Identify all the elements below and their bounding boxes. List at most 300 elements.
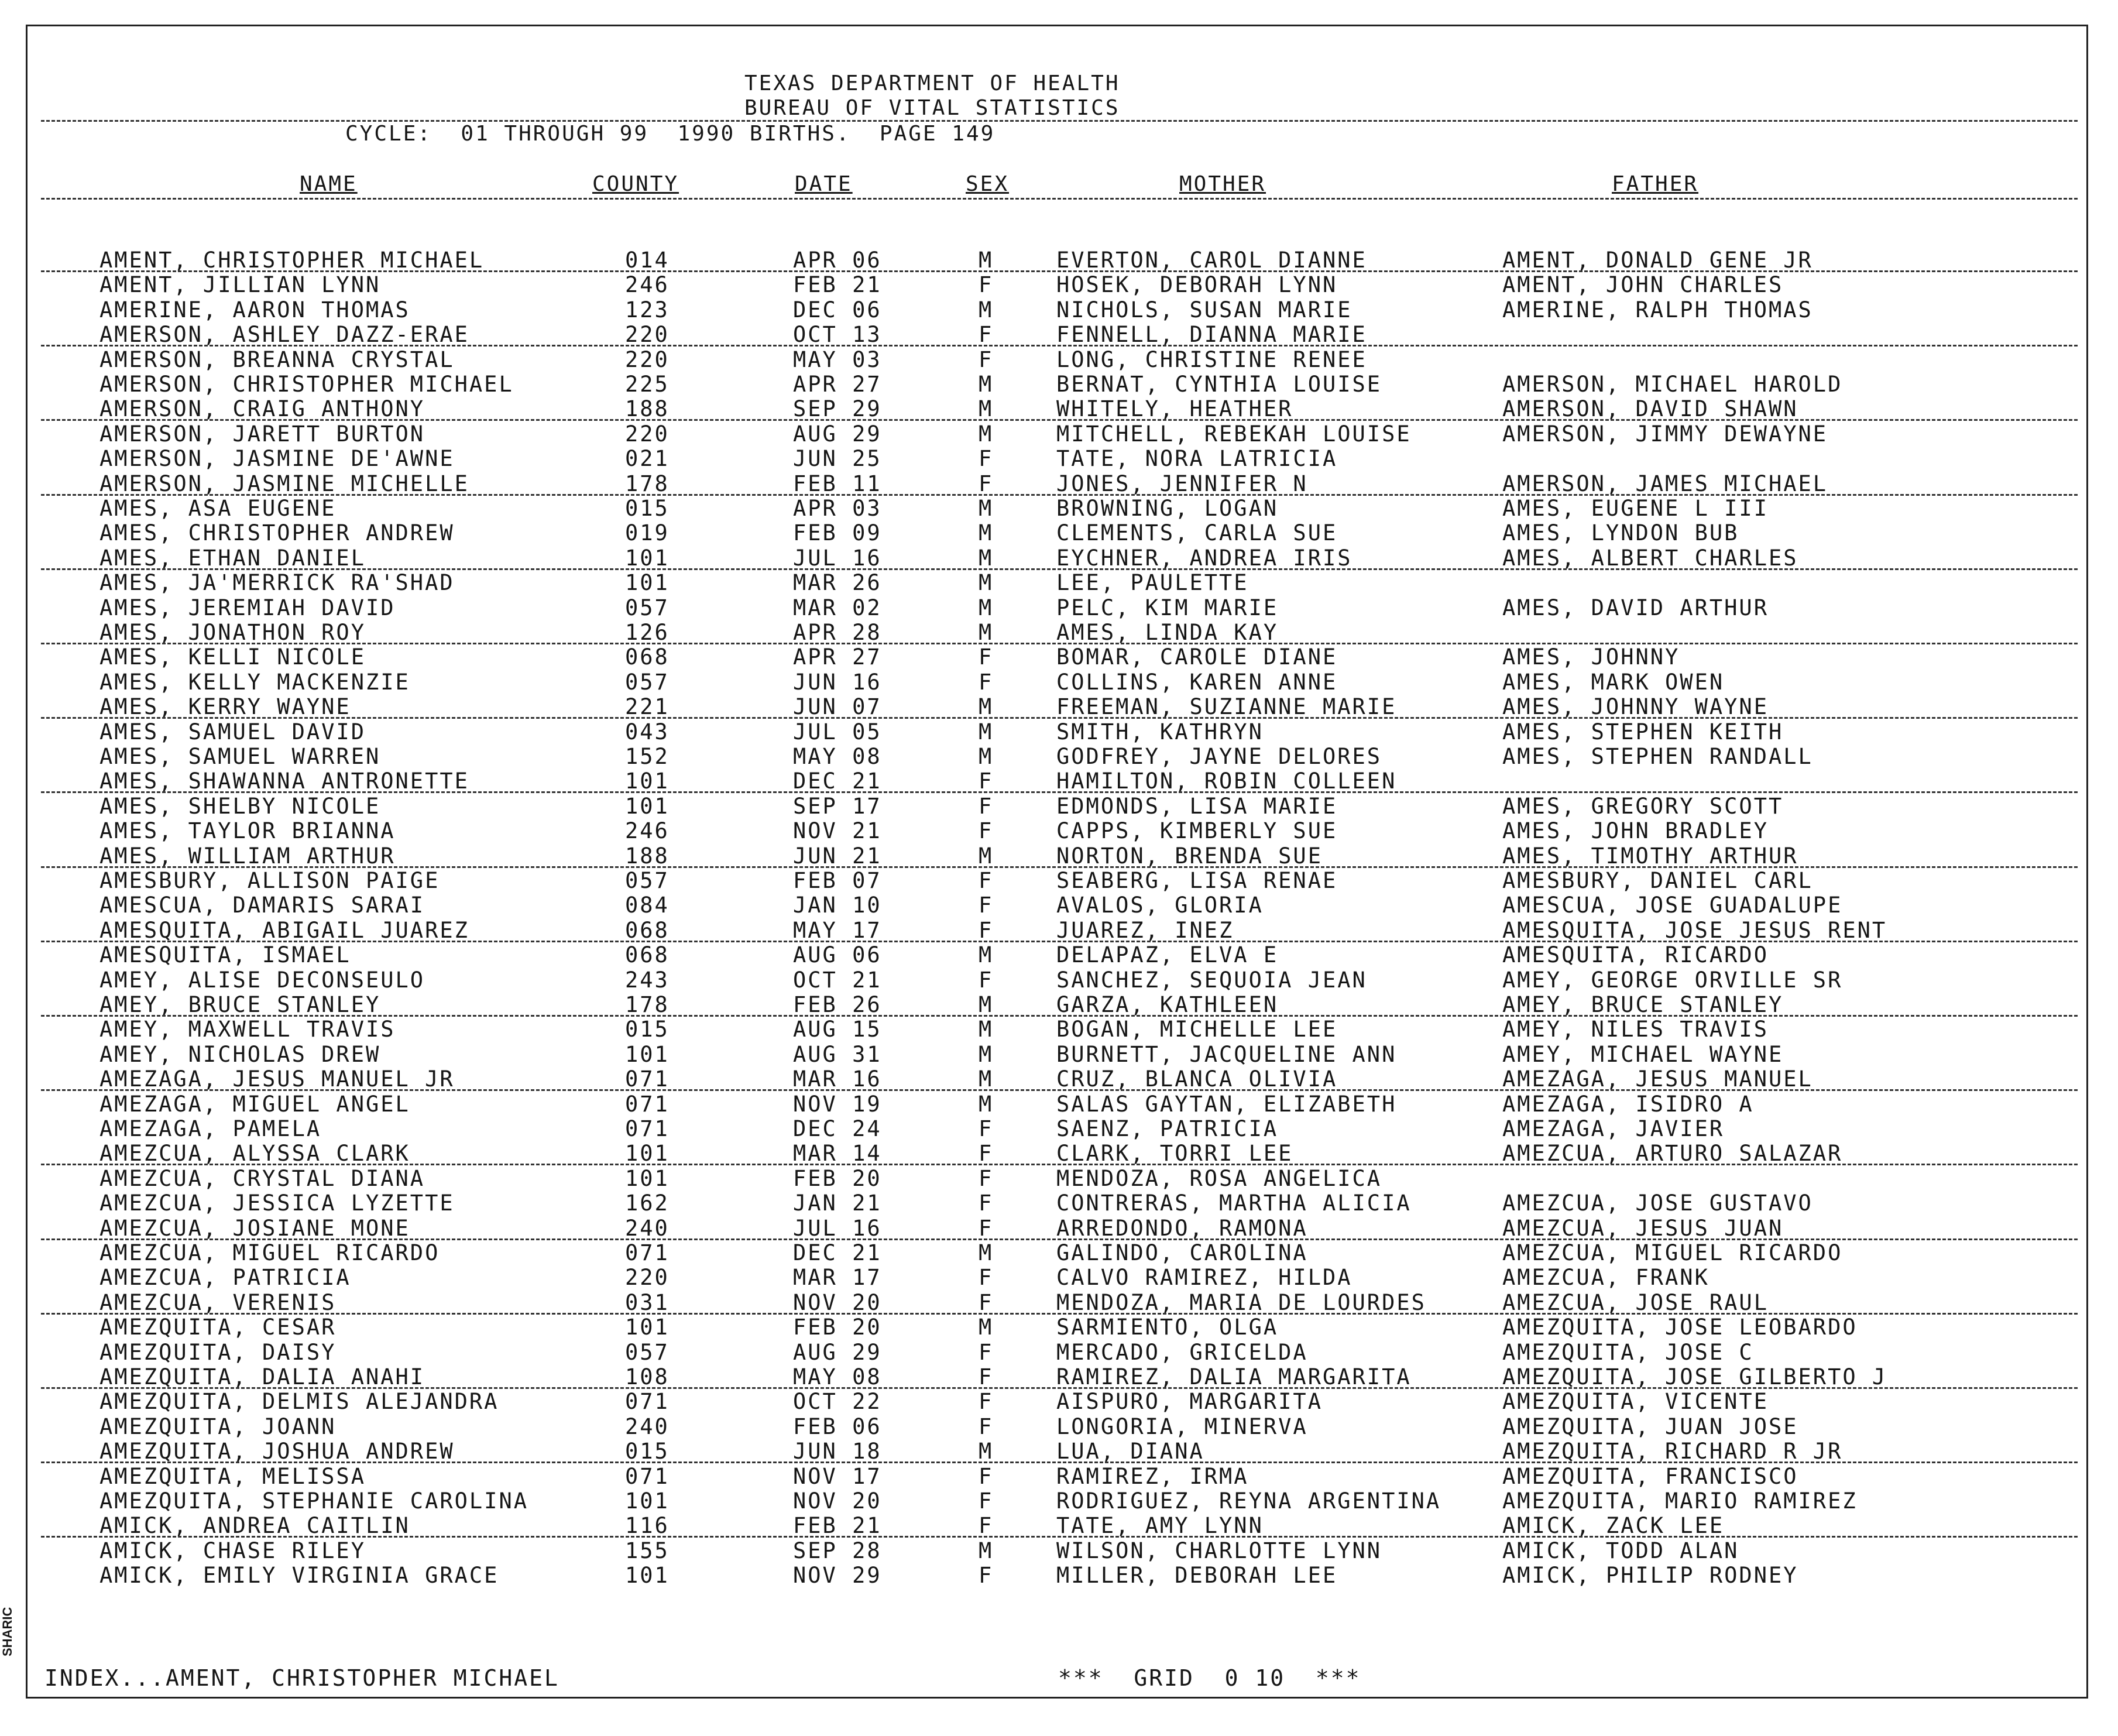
table-row bbox=[0, 1067, 2118, 1092]
cell-father: AMESQUITA, RICARDO bbox=[1502, 942, 1769, 968]
cell-date: SEP 28 bbox=[793, 1538, 882, 1563]
cell-mother: FREEMAN, SUZIANNE MARIE bbox=[1056, 694, 1397, 720]
cell-sex: F bbox=[979, 1413, 994, 1439]
cell-father: AMEZQUITA, JUAN JOSE bbox=[1502, 1413, 1798, 1439]
cell-mother: LEE, PAULETTE bbox=[1056, 570, 1249, 596]
cell-mother: BERNAT, CYNTHIA LOUISE bbox=[1056, 372, 1382, 397]
cell-name: AMEZQUITA, MELISSA bbox=[99, 1463, 366, 1489]
cell-date: SEP 29 bbox=[793, 396, 882, 422]
cell-father: AMERSON, JIMMY DEWAYNE bbox=[1502, 421, 1828, 447]
cell-name: AMEZQUITA, JOANN bbox=[99, 1413, 337, 1439]
cell-mother: DELAPAZ, ELVA E bbox=[1056, 942, 1279, 968]
cell-county: 014 bbox=[625, 248, 670, 273]
table-row bbox=[0, 1117, 2118, 1141]
cell-date: FEB 21 bbox=[793, 272, 882, 298]
cell-sex: F bbox=[979, 1289, 994, 1315]
cell-sex: F bbox=[979, 644, 994, 670]
cell-county: 043 bbox=[625, 719, 670, 745]
cell-county: 071 bbox=[625, 1240, 670, 1265]
cell-mother: HAMILTON, ROBIN COLLEEN bbox=[1056, 768, 1397, 794]
cell-father: AMES, JOHNNY bbox=[1502, 644, 1680, 670]
cell-sex: M bbox=[979, 992, 994, 1017]
table-row bbox=[0, 472, 2118, 496]
cell-county: 240 bbox=[625, 1215, 670, 1241]
cell-county: 015 bbox=[625, 1439, 670, 1464]
cell-name: AMES, JA'MERRICK RA'SHAD bbox=[99, 570, 455, 596]
table-row bbox=[0, 546, 2118, 571]
table-row bbox=[0, 596, 2118, 620]
cell-date: JUL 05 bbox=[793, 719, 882, 745]
cell-county: 178 bbox=[625, 471, 670, 496]
table-row bbox=[0, 248, 2118, 273]
cell-sex: F bbox=[979, 669, 994, 695]
cell-mother: MILLER, DEBORAH LEE bbox=[1056, 1563, 1338, 1589]
cell-sex: M bbox=[979, 297, 994, 323]
cell-date: MAY 08 bbox=[793, 1364, 882, 1390]
cell-date: FEB 20 bbox=[793, 1165, 882, 1191]
cell-name: AMESBURY, ALLISON PAIGE bbox=[99, 868, 440, 893]
cell-sex: M bbox=[979, 1017, 994, 1042]
cell-mother: LUA, DIANA bbox=[1056, 1439, 1204, 1464]
cell-mother: JONES, JENNIFER N bbox=[1056, 471, 1308, 496]
cell-county: 101 bbox=[625, 793, 670, 819]
cell-father: AMEZCUA, MIGUEL RICARDO bbox=[1502, 1240, 1843, 1265]
cell-sex: M bbox=[979, 719, 994, 745]
header-title: TEXAS DEPARTMENT OF HEALTH bbox=[744, 71, 1120, 95]
cell-father: AMEZCUA, JOSE RAUL bbox=[1502, 1289, 1769, 1315]
cell-mother: CAPPS, KIMBERLY SUE bbox=[1056, 818, 1338, 844]
cell-name: AMES, KERRY WAYNE bbox=[99, 694, 351, 720]
cell-father: AMES, EUGENE L III bbox=[1502, 496, 1769, 521]
cell-mother: NICHOLS, SUSAN MARIE bbox=[1056, 297, 1353, 323]
cell-mother: MERCADO, GRICELDA bbox=[1056, 1339, 1308, 1365]
cell-name: AMES, KELLI NICOLE bbox=[99, 644, 366, 670]
cell-sex: F bbox=[979, 1463, 994, 1489]
cell-mother: GODFREY, JAYNE DELORES bbox=[1056, 744, 1382, 769]
cell-mother: RAMIREZ, IRMA bbox=[1056, 1463, 1249, 1489]
cell-mother: MITCHELL, REBEKAH LOUISE bbox=[1056, 421, 1412, 447]
cell-name: AMEZQUITA, DAISY bbox=[99, 1339, 337, 1365]
cell-father: AMEZCUA, FRANK bbox=[1502, 1265, 1709, 1291]
cell-name: AMEZQUITA, CESAR bbox=[99, 1315, 337, 1340]
cell-name: AMEZCUA, ALYSSA CLARK bbox=[99, 1141, 410, 1167]
row-group-divider bbox=[41, 1089, 2078, 1091]
cell-name: AMEZQUITA, DELMIS ALEJANDRA bbox=[99, 1389, 499, 1415]
cell-county: 162 bbox=[625, 1191, 670, 1216]
cell-county: 220 bbox=[625, 1265, 670, 1291]
table-row bbox=[0, 1539, 2118, 1563]
cell-date: FEB 07 bbox=[793, 868, 882, 893]
table-row bbox=[0, 571, 2118, 595]
cell-mother: SANCHEZ, SEQUOIA JEAN bbox=[1056, 967, 1367, 993]
cell-mother: WILSON, CHARLOTTE LYNN bbox=[1056, 1538, 1382, 1563]
cell-sex: F bbox=[979, 272, 994, 298]
table-row bbox=[0, 645, 2118, 670]
cell-county: 101 bbox=[625, 545, 670, 571]
cell-father: AMICK, ZACK LEE bbox=[1502, 1513, 1725, 1539]
table-row bbox=[0, 1265, 2118, 1290]
row-group-divider bbox=[41, 791, 2078, 793]
table-row bbox=[0, 893, 2118, 918]
cell-father: AMEZAGA, ISIDRO A bbox=[1502, 1091, 1754, 1117]
cell-date: DEC 21 bbox=[793, 768, 882, 794]
cell-name: AMERSON, BREANNA CRYSTAL bbox=[99, 346, 455, 372]
cell-name: AMES, KELLY MACKENZIE bbox=[99, 669, 410, 695]
table-row bbox=[0, 1291, 2118, 1315]
column-header-sex: SEX bbox=[966, 172, 1010, 196]
cell-name: AMESCUA, DAMARIS SARAI bbox=[99, 893, 425, 918]
table-row bbox=[0, 1216, 2118, 1241]
cell-name: AMES, SHAWANNA ANTRONETTE bbox=[99, 768, 469, 794]
cell-name: AMEY, MAXWELL TRAVIS bbox=[99, 1017, 396, 1042]
cell-county: 126 bbox=[625, 620, 670, 645]
cell-county: 116 bbox=[625, 1513, 670, 1539]
table-row bbox=[0, 1390, 2118, 1414]
cell-county: 101 bbox=[625, 1488, 670, 1514]
cell-county: 057 bbox=[625, 595, 670, 620]
table-row bbox=[0, 968, 2118, 993]
cell-date: DEC 24 bbox=[793, 1116, 882, 1141]
cell-date: JUN 25 bbox=[793, 446, 882, 472]
table-row bbox=[0, 447, 2118, 471]
cell-county: 220 bbox=[625, 322, 670, 348]
cell-sex: F bbox=[979, 917, 994, 943]
cell-sex: F bbox=[979, 967, 994, 993]
cell-date: APR 27 bbox=[793, 644, 882, 670]
cell-mother: CALVO RAMIREZ, HILDA bbox=[1056, 1265, 1353, 1291]
table-row bbox=[0, 1340, 2118, 1365]
cell-county: 243 bbox=[625, 967, 670, 993]
cell-father: AMES, GREGORY SCOTT bbox=[1502, 793, 1784, 819]
cell-county: 108 bbox=[625, 1364, 670, 1390]
table-row bbox=[0, 422, 2118, 447]
table-row bbox=[0, 298, 2118, 323]
cell-name: AMENT, CHRISTOPHER MICHAEL bbox=[99, 248, 485, 273]
cell-county: 101 bbox=[625, 1563, 670, 1589]
cell-county: 246 bbox=[625, 818, 670, 844]
cell-county: 225 bbox=[625, 372, 670, 397]
table-row bbox=[0, 1415, 2118, 1439]
cell-sex: M bbox=[979, 620, 994, 645]
row-group-divider bbox=[41, 1164, 2078, 1165]
cell-name: AMERSON, JASMINE DE'AWNE bbox=[99, 446, 455, 472]
cell-county: 057 bbox=[625, 669, 670, 695]
cell-mother: RAMIREZ, DALIA MARGARITA bbox=[1056, 1364, 1412, 1390]
cell-date: NOV 29 bbox=[793, 1563, 882, 1589]
cell-date: NOV 17 bbox=[793, 1463, 882, 1489]
cell-sex: F bbox=[979, 1389, 994, 1415]
cell-date: NOV 19 bbox=[793, 1091, 882, 1117]
cell-date: MAY 08 bbox=[793, 744, 882, 769]
cell-mother: PELC, KIM MARIE bbox=[1056, 595, 1279, 620]
cell-mother: TATE, AMY LYNN bbox=[1056, 1513, 1264, 1539]
cell-date: APR 03 bbox=[793, 496, 882, 521]
cell-sex: M bbox=[979, 1538, 994, 1563]
cell-date: NOV 20 bbox=[793, 1488, 882, 1514]
cell-father: AMERSON, JAMES MICHAEL bbox=[1502, 471, 1828, 496]
cell-county: 101 bbox=[625, 570, 670, 596]
cell-name: AMES, CHRISTOPHER ANDREW bbox=[99, 520, 455, 546]
table-row bbox=[0, 1464, 2118, 1489]
cell-county: 057 bbox=[625, 868, 670, 893]
cell-father: AMERINE, RALPH THOMAS bbox=[1502, 297, 1813, 323]
cell-name: AMEZCUA, JOSIANE MONE bbox=[99, 1215, 410, 1241]
cell-father: AMEZQUITA, JOSE GILBERTO J bbox=[1502, 1364, 1887, 1390]
cell-name: AMERSON, JARETT BURTON bbox=[99, 421, 425, 447]
cell-county: 155 bbox=[625, 1538, 670, 1563]
cell-sex: F bbox=[979, 818, 994, 844]
cell-sex: F bbox=[979, 1513, 994, 1539]
column-header-divider bbox=[41, 198, 2078, 200]
cell-name: AMERINE, AARON THOMAS bbox=[99, 297, 410, 323]
cell-county: 101 bbox=[625, 1041, 670, 1067]
cell-name: AMICK, ANDREA CAITLIN bbox=[99, 1513, 410, 1539]
row-group-divider bbox=[41, 1461, 2078, 1463]
cell-father: AMES, LYNDON BUB bbox=[1502, 520, 1739, 546]
table-row bbox=[0, 1514, 2118, 1538]
cell-sex: M bbox=[979, 595, 994, 620]
cell-date: JAN 21 bbox=[793, 1191, 882, 1216]
cell-mother: RODRIGUEZ, REYNA ARGENTINA bbox=[1056, 1488, 1441, 1514]
cell-name: AMERSON, ASHLEY DAZZ-ERAE bbox=[99, 322, 469, 348]
side-tag: SHARIC bbox=[0, 1607, 15, 1656]
cell-name: AMES, JEREMIAH DAVID bbox=[99, 595, 396, 620]
cell-sex: F bbox=[979, 471, 994, 496]
cell-mother: ARREDONDO, RAMONA bbox=[1056, 1215, 1308, 1241]
table-row bbox=[0, 1191, 2118, 1216]
cell-date: NOV 20 bbox=[793, 1289, 882, 1315]
cell-father: AMEZQUITA, MARIO RAMIREZ bbox=[1502, 1488, 1858, 1514]
cell-father: AMEZQUITA, RICHARD R JR bbox=[1502, 1439, 1843, 1464]
cell-date: OCT 22 bbox=[793, 1389, 882, 1415]
cell-date: MAY 17 bbox=[793, 917, 882, 943]
cell-county: 015 bbox=[625, 1017, 670, 1042]
cell-mother: EYCHNER, ANDREA IRIS bbox=[1056, 545, 1353, 571]
cell-name: AMES, TAYLOR BRIANNA bbox=[99, 818, 396, 844]
cell-name: AMEZAGA, JESUS MANUEL JR bbox=[99, 1066, 455, 1092]
column-header-mother: MOTHER bbox=[1179, 172, 1266, 196]
cell-name: AMEZQUITA, DALIA ANAHI bbox=[99, 1364, 425, 1390]
cell-mother: LONG, CHRISTINE RENEE bbox=[1056, 346, 1367, 372]
table-row bbox=[0, 1241, 2118, 1265]
cell-date: NOV 21 bbox=[793, 818, 882, 844]
cell-county: 071 bbox=[625, 1463, 670, 1489]
cell-father: AMES, DAVID ARTHUR bbox=[1502, 595, 1769, 620]
cell-name: AMERSON, CRAIG ANTHONY bbox=[99, 396, 425, 422]
row-group-divider bbox=[41, 1536, 2078, 1538]
cell-sex: F bbox=[979, 1563, 994, 1589]
cell-father: AMEZCUA, JESUS JUAN bbox=[1502, 1215, 1784, 1241]
cycle-line: CYCLE: 01 THROUGH 99 1990 BIRTHS. PAGE 149 bbox=[345, 122, 996, 146]
cell-county: 071 bbox=[625, 1066, 670, 1092]
cell-county: 220 bbox=[625, 346, 670, 372]
cell-sex: M bbox=[979, 1315, 994, 1340]
cell-father: AMEZAGA, JESUS MANUEL bbox=[1502, 1066, 1813, 1092]
cell-date: JUN 21 bbox=[793, 843, 882, 869]
cell-name: AMEZAGA, PAMELA bbox=[99, 1116, 322, 1141]
cell-father: AMEY, GEORGE ORVILLE SR bbox=[1502, 967, 1843, 993]
cell-sex: F bbox=[979, 1339, 994, 1365]
cell-father: AMESQUITA, JOSE JESUS RENT bbox=[1502, 917, 1887, 943]
cell-date: JUN 07 bbox=[793, 694, 882, 720]
cell-sex: M bbox=[979, 1041, 994, 1067]
cell-sex: F bbox=[979, 1265, 994, 1291]
cell-county: 220 bbox=[625, 421, 670, 447]
cell-county: 101 bbox=[625, 1141, 670, 1167]
table-row bbox=[0, 670, 2118, 695]
cell-name: AMEY, NICHOLAS DREW bbox=[99, 1041, 381, 1067]
cell-mother: MENDOZA, MARIA DE LOURDES bbox=[1056, 1289, 1426, 1315]
cell-county: 246 bbox=[625, 272, 670, 298]
cell-mother: JUAREZ, INEZ bbox=[1056, 917, 1234, 943]
cell-county: 015 bbox=[625, 496, 670, 521]
cell-county: 068 bbox=[625, 942, 670, 968]
cell-sex: M bbox=[979, 843, 994, 869]
cell-sex: M bbox=[979, 942, 994, 968]
cell-father: AMERSON, DAVID SHAWN bbox=[1502, 396, 1798, 422]
cell-sex: F bbox=[979, 768, 994, 794]
cell-sex: M bbox=[979, 570, 994, 596]
cell-county: 031 bbox=[625, 1289, 670, 1315]
cell-name: AMES, WILLIAM ARTHUR bbox=[99, 843, 396, 869]
cell-county: 057 bbox=[625, 1339, 670, 1365]
cell-name: AMESQUITA, ABIGAIL JUAREZ bbox=[99, 917, 469, 943]
cell-name: AMERSON, JASMINE MICHELLE bbox=[99, 471, 469, 496]
cell-father: AMEZQUITA, FRANCISCO bbox=[1502, 1463, 1798, 1489]
cell-date: JUN 16 bbox=[793, 669, 882, 695]
cell-name: AMEZQUITA, STEPHANIE CAROLINA bbox=[99, 1488, 529, 1514]
cell-father: AMES, TIMOTHY ARTHUR bbox=[1502, 843, 1798, 869]
cell-sex: F bbox=[979, 868, 994, 893]
cell-sex: F bbox=[979, 346, 994, 372]
cell-county: 101 bbox=[625, 768, 670, 794]
table-row bbox=[0, 496, 2118, 521]
cell-date: JUL 16 bbox=[793, 545, 882, 571]
column-header-father: FATHER bbox=[1612, 172, 1699, 196]
cell-father: AMESCUA, JOSE GUADALUPE bbox=[1502, 893, 1843, 918]
cell-mother: GALINDO, CAROLINA bbox=[1056, 1240, 1308, 1265]
cell-name: AMES, ETHAN DANIEL bbox=[99, 545, 366, 571]
cell-mother: SALAS GAYTAN, ELIZABETH bbox=[1056, 1091, 1397, 1117]
cell-county: 221 bbox=[625, 694, 670, 720]
cell-date: OCT 13 bbox=[793, 322, 882, 348]
cell-date: FEB 09 bbox=[793, 520, 882, 546]
cell-father: AMEZQUITA, VICENTE bbox=[1502, 1389, 1769, 1415]
index-label: INDEX...AMENT, CHRISTOPHER MICHAEL bbox=[44, 1665, 559, 1691]
cell-father: AMEY, BRUCE STANLEY bbox=[1502, 992, 1784, 1017]
table-row bbox=[0, 794, 2118, 819]
cell-county: 101 bbox=[625, 1165, 670, 1191]
cell-name: AMEZQUITA, JOSHUA ANDREW bbox=[99, 1439, 455, 1464]
table-row bbox=[0, 1167, 2118, 1191]
row-group-divider bbox=[41, 345, 2078, 346]
cell-date: OCT 21 bbox=[793, 967, 882, 993]
cell-mother: LONGORIA, MINERVA bbox=[1056, 1413, 1308, 1439]
cell-sex: F bbox=[979, 1364, 994, 1390]
table-row bbox=[0, 323, 2118, 347]
cell-date: DEC 21 bbox=[793, 1240, 882, 1265]
cell-county: 240 bbox=[625, 1413, 670, 1439]
cell-father: AMES, STEPHEN RANDALL bbox=[1502, 744, 1813, 769]
table-row bbox=[0, 993, 2118, 1017]
row-group-divider bbox=[41, 419, 2078, 421]
cell-father: AMEZCUA, ARTURO SALAZAR bbox=[1502, 1141, 1843, 1167]
cell-sex: M bbox=[979, 396, 994, 422]
table-row bbox=[0, 1141, 2118, 1166]
table-row bbox=[0, 1042, 2118, 1067]
cell-date: FEB 11 bbox=[793, 471, 882, 496]
grid-label: *** GRID 0 10 *** bbox=[1058, 1665, 1361, 1691]
cell-mother: BURNETT, JACQUELINE ANN bbox=[1056, 1041, 1397, 1067]
cell-sex: F bbox=[979, 322, 994, 348]
cell-mother: SAENZ, PATRICIA bbox=[1056, 1116, 1279, 1141]
cell-name: AMES, JONATHON ROY bbox=[99, 620, 366, 645]
cell-sex: M bbox=[979, 1240, 994, 1265]
cell-mother: AISPURO, MARGARITA bbox=[1056, 1389, 1323, 1415]
table-row bbox=[0, 844, 2118, 869]
cell-sex: F bbox=[979, 1116, 994, 1141]
cell-name: AMENT, JILLIAN LYNN bbox=[99, 272, 381, 298]
cell-county: 188 bbox=[625, 843, 670, 869]
cell-name: AMEZCUA, MIGUEL RICARDO bbox=[99, 1240, 440, 1265]
cell-name: AMESQUITA, ISMAEL bbox=[99, 942, 351, 968]
cell-mother: FENNELL, DIANNA MARIE bbox=[1056, 322, 1367, 348]
cell-county: 084 bbox=[625, 893, 670, 918]
cell-father: AMENT, DONALD GENE JR bbox=[1502, 248, 1813, 273]
cell-date: MAY 03 bbox=[793, 346, 882, 372]
cell-mother: WHITELY, HEATHER bbox=[1056, 396, 1293, 422]
cell-sex: F bbox=[979, 793, 994, 819]
cell-date: MAR 26 bbox=[793, 570, 882, 596]
cell-mother: HOSEK, DEBORAH LYNN bbox=[1056, 272, 1338, 298]
cell-county: 068 bbox=[625, 644, 670, 670]
cell-father: AMICK, PHILIP RODNEY bbox=[1502, 1563, 1798, 1589]
cell-name: AMEZCUA, VERENIS bbox=[99, 1289, 337, 1315]
cell-mother: SARMIENTO, OLGA bbox=[1056, 1315, 1279, 1340]
cell-date: JAN 10 bbox=[793, 893, 882, 918]
cell-county: 019 bbox=[625, 520, 670, 546]
cell-date: FEB 21 bbox=[793, 1513, 882, 1539]
cell-sex: M bbox=[979, 1066, 994, 1092]
cell-mother: CLARK, TORRI LEE bbox=[1056, 1141, 1293, 1167]
cell-name: AMERSON, CHRISTOPHER MICHAEL bbox=[99, 372, 514, 397]
table-row bbox=[0, 1092, 2118, 1117]
cell-mother: EVERTON, CAROL DIANNE bbox=[1056, 248, 1367, 273]
cell-name: AMES, ASA EUGENE bbox=[99, 496, 337, 521]
cell-sex: M bbox=[979, 1439, 994, 1464]
cell-sex: M bbox=[979, 744, 994, 769]
cell-name: AMICK, CHASE RILEY bbox=[99, 1538, 366, 1563]
cell-date: JUL 16 bbox=[793, 1215, 882, 1241]
cell-date: AUG 06 bbox=[793, 942, 882, 968]
row-group-divider bbox=[41, 717, 2078, 719]
cell-mother: AVALOS, GLORIA bbox=[1056, 893, 1264, 918]
table-row bbox=[0, 397, 2118, 421]
cell-sex: F bbox=[979, 1165, 994, 1191]
cell-date: AUG 29 bbox=[793, 421, 882, 447]
table-row bbox=[0, 1365, 2118, 1390]
cell-father: AMENT, JOHN CHARLES bbox=[1502, 272, 1784, 298]
cell-county: 152 bbox=[625, 744, 670, 769]
cell-date: SEP 17 bbox=[793, 793, 882, 819]
cell-father: AMES, JOHNNY WAYNE bbox=[1502, 694, 1769, 720]
cell-mother: GARZA, KATHLEEN bbox=[1056, 992, 1279, 1017]
cell-mother: BOGAN, MICHELLE LEE bbox=[1056, 1017, 1338, 1042]
cell-county: 071 bbox=[625, 1389, 670, 1415]
cell-mother: BROWNING, LOGAN bbox=[1056, 496, 1279, 521]
table-row bbox=[0, 745, 2118, 769]
table-row bbox=[0, 918, 2118, 943]
